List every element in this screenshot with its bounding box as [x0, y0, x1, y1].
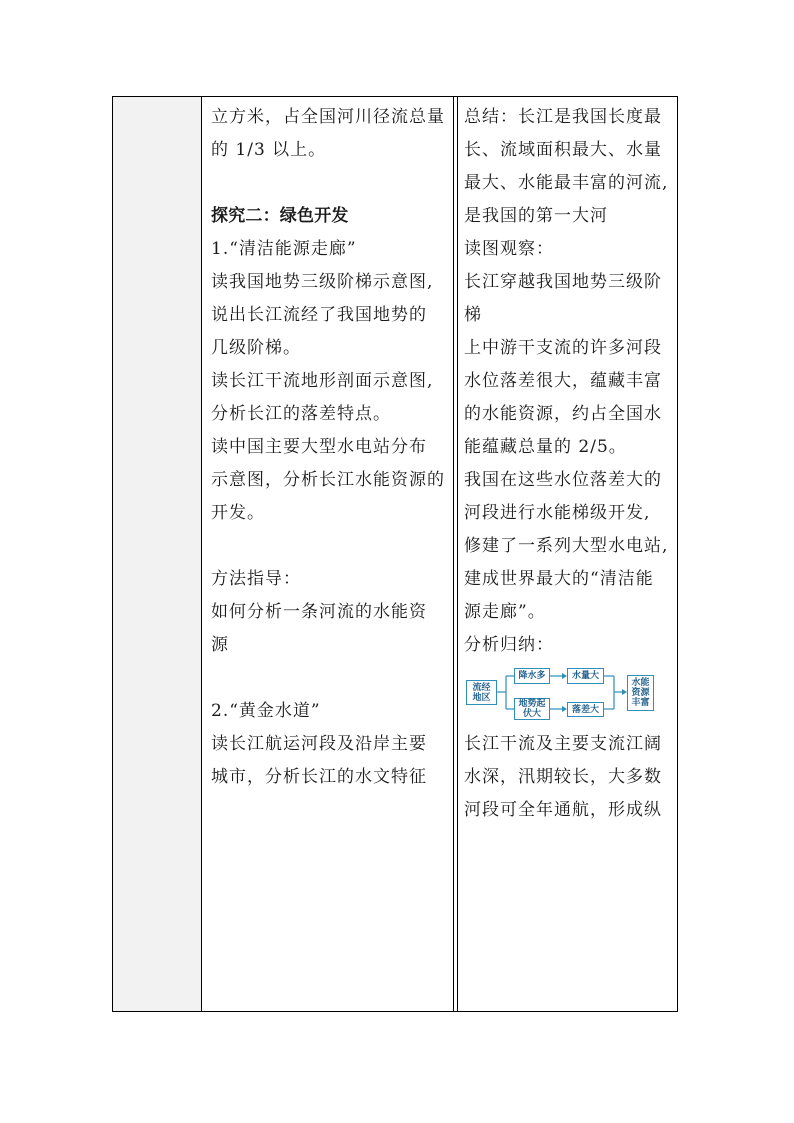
text-line: 建成世界最大的“清洁能 — [464, 569, 654, 589]
text-line: 读我国地势三级阶梯示意图, — [211, 272, 434, 292]
diagram-node-terrain: 地势起 伏大 — [514, 698, 550, 720]
text-line: 方法指导： — [211, 569, 301, 589]
text-line: 的水能资源，约占全国水 — [464, 404, 662, 424]
table-middle-column — [211, 101, 451, 794]
text-line: 1.“清洁能源走廊” — [211, 239, 357, 259]
text-line: 的 1/3 以上。 — [211, 140, 327, 160]
text-line: 示意图，分析长江水能资源的 — [211, 470, 445, 490]
text-line: 立方米，占全国河川径流总量 — [211, 107, 445, 127]
text-line: 梯 — [464, 305, 482, 325]
text-line: 总结：长江是我国长度最 — [464, 107, 662, 127]
blank-line — [211, 662, 451, 695]
blank-line — [211, 530, 451, 563]
text-line: 读中国主要大型水电站分布 — [211, 437, 427, 457]
text-line: 如何分析一条河流的水能资 — [211, 602, 427, 622]
text-line: 几级阶梯。 — [211, 338, 301, 358]
text-line: 水深，汛期较长，大多数 — [464, 767, 662, 787]
diagram-node-rainfall: 降水多 — [514, 668, 550, 684]
diagram-node-drop: 落差大 — [567, 702, 604, 717]
table-right-column — [464, 101, 676, 827]
text-line: 河段可全年通航，形成纵 — [464, 800, 662, 820]
text-line: 城市，分析长江的水文特征 — [211, 767, 427, 787]
text-line: 我国在这些水位落差大的 — [464, 470, 662, 490]
text-line: 2.“黄金水道” — [211, 701, 321, 721]
text-line: 河段进行水能梯级开发, — [464, 503, 651, 523]
text-line: 分析归纳： — [464, 635, 554, 655]
text-line: 长、流域面积最大、水量 — [464, 140, 662, 160]
blank-line — [211, 167, 451, 200]
text-line: 上中游干支流的许多河段 — [464, 338, 662, 358]
column-divider — [201, 97, 202, 1011]
table-left-column — [113, 97, 201, 1011]
column-divider — [453, 97, 454, 1011]
text-line: 读长江干流地形剖面示意图, — [211, 371, 434, 391]
diagram-node-result: 水能 资源 丰富 — [627, 675, 654, 711]
text-line: 最大、水能最丰富的河流, — [464, 173, 669, 193]
text-line: 分析长江的落差特点。 — [211, 404, 391, 424]
text-line: 说出长江流经了我国地势的 — [211, 305, 427, 325]
document-table — [112, 96, 678, 1012]
column-divider — [457, 97, 458, 1011]
text-line: 水位落差很大，蕴藏丰富 — [464, 371, 662, 391]
diagram-node-water-volume: 水量大 — [567, 668, 604, 684]
text-line: 长江穿越我国地势三级阶 — [464, 272, 662, 292]
text-line: 读长江航运河段及沿岸主要 — [211, 734, 427, 754]
text-line: 长江干流及主要支流江阔 — [464, 734, 662, 754]
text-line: 读图观察： — [464, 239, 554, 259]
text-line: 修建了一系列大型水电站, — [464, 536, 669, 556]
section-heading: 探究二：绿色开发 — [211, 206, 349, 226]
flow-diagram — [464, 668, 654, 718]
text-line: 源 — [211, 635, 229, 655]
diagram-node-source: 流经 地区 — [466, 680, 497, 705]
text-line: 能蕴藏总量的 2/5。 — [464, 437, 627, 457]
text-line: 源走廊”。 — [464, 602, 546, 622]
text-line: 开发。 — [211, 503, 265, 523]
text-line: 是我国的第一大河 — [464, 206, 608, 226]
